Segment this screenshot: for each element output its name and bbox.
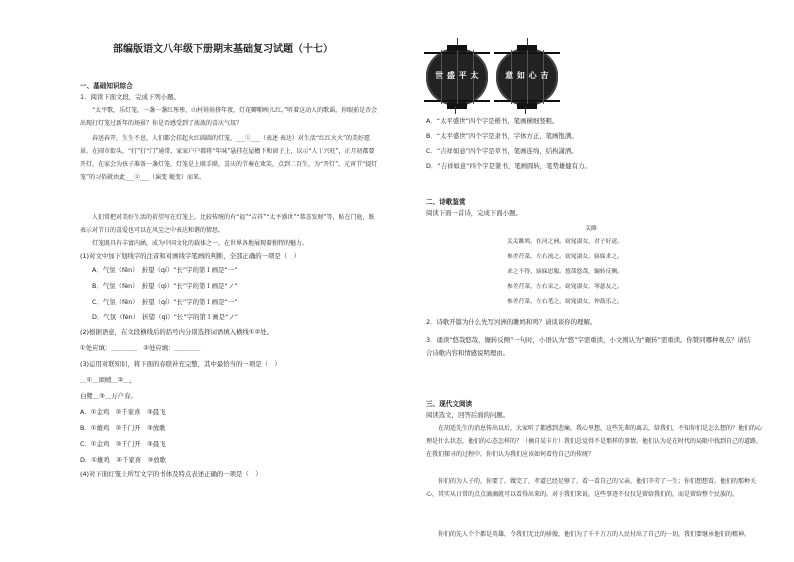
right-page: [397, 0, 794, 562]
option-b[interactable]: B．“太平盛世”四个字是隶书，字体方正，笔画饱满。: [426, 132, 578, 140]
poem-line: 关关雎鸠，在河之洲。窈窕淑女，君子好逑。: [507, 239, 623, 245]
reading-paragraph-3: 你们的先人个个都是英雄，令我们无比的骄傲，他们为了千千万万的人民付出了自己的一切，我们要继承他们的精神。: [438, 531, 751, 538]
question-2: 2．诗歌开篇为什么先写河洲的雎鸠和鸣？请谈谈你的理解。: [426, 318, 597, 326]
sub-question-2: (2)根据语意，在文段横线后的括号内分别选择词语填入横线①②处。: [80, 328, 274, 336]
sub-question-4: (4)对下面灯笼上所写文字的书体及特点表述正确的一项是（ ）: [80, 470, 262, 478]
option-b[interactable]: B．气氛（fèn） 折望（qì）“长”字的第１画是“ノ”: [92, 282, 238, 290]
section-3-heading: 三、现代文阅读: [426, 400, 473, 408]
poem-line: 参差荇菜，左右芼之。窈窕淑女，钟鼓乐之。: [507, 299, 623, 305]
option-b[interactable]: B．①雄鸡 ②千门开 ③放歌: [80, 424, 166, 432]
option-a[interactable]: A．气氛（fēn） 折望（qí）“长”字的第１画是“一”: [92, 266, 238, 274]
option-d[interactable]: D．①雄鸡 ②千家喜 ③放歌: [80, 456, 167, 464]
question-3: 3．诵读“悠哉悠哉，辗转反侧”一句时，小语认为“悠”字需重读，小文则认为“辗转”需重读。你赞同哪种观点？请结合诗歌内容和情感说明理由。: [426, 336, 751, 357]
poem-title: 关雎: [585, 226, 597, 232]
option-d[interactable]: D．“吉祥如意”四个字是篆书，笔画圆转，笔势雄健有力。: [426, 162, 591, 170]
lantern-image: [426, 48, 488, 106]
option-c[interactable]: C．①金鸡 ②千门开 ③晨飞: [80, 440, 166, 448]
option-a[interactable]: A．“太平盛世”四个字是楷书，笔画横细竖粗。: [426, 117, 559, 125]
section-1-heading: 一、基础知识综合: [80, 82, 133, 90]
option-c[interactable]: C．“吉祥如意”四个字是草书，笔画连绵，结构潇洒。: [426, 147, 578, 155]
couplet-line-1: ＿①＿颂晴＿②＿，: [80, 376, 137, 384]
sub-question-3: (3)运用对联知识，将下面的春联补充完整，其中最恰当的一项是（ ）: [80, 360, 281, 368]
option-d[interactable]: D．气氛（fèn） 折望（qì）“长”字的第１画是“ノ”: [92, 313, 239, 321]
passage-paragraph-1: “太平歌，乐灯笼，一盏一盏红彤彤，山村娃娃挤年夜，灯花噼啪映儿红。”听着这动人的歌谣，你眼前是否会出现打灯笼过新年的场景？你是否感受到了浓浓的喜庆气氛？: [80, 107, 378, 127]
answer-slots[interactable]: ①处应填：＿＿＿＿ ②处应填：＿＿＿＿: [80, 344, 201, 352]
poem-line: 参差荇菜，左右采之。窈窕淑女，琴瑟友之。: [507, 284, 623, 290]
exam-title: 部编版语文八年级下册期末基础复习试题（十七）: [113, 44, 333, 55]
reading-paragraph-2: 你们的为人子的，你要了，做完了，孝道已经足够了，看一看自己的父亲，他们辛劳了一生；你们想想看，他们的那种关心，其实从日常的点点滴滴就可以看得出来的。对于我们来说，这些事迹不仅仅是留给我们的，而是留给整个民族的。: [426, 478, 757, 498]
option-a[interactable]: A．①金鸡 ②千家喜 ③晨飞: [80, 408, 166, 416]
lantern-text: 世 盛 平 太: [435, 71, 479, 80]
lantern-text: 意 如 心 吉: [505, 71, 549, 80]
section-3-intro: 阅读选文，回答后面的问题。: [426, 411, 510, 419]
section-2-intro: 阅读下面一首诗，完成下面小题。: [426, 209, 522, 217]
passage-paragraph-2: 春送春开，生生不息，人们都会挂起火红圆圆的灯笼，___①___（表述 表达）对生活“红红火火”的美好愿景。在闹市街头，“打”打“门”通常，家家户户都将“年味”悬挂在屋檐下和窗子上，以示“人丁兴旺”，正月初都要开灯，在家会为孩子准备一盏灯笼，灯笼是上联手联，喜庆的节奏在欢笑，点到二百生，为“开灯”。元宵节“提灯笼”的习俗就由此___②___（演变 蜕变）而来。: [80, 135, 378, 181]
option-c[interactable]: C．气氛（fēn） 折望（qí）“长”字的第１画是“一”: [92, 298, 238, 306]
passage-paragraph-4: 灯笼既具有丰富内涵，成为中国文化的载体之一，在世界各地展现着独特的魅力。: [92, 240, 309, 247]
couplet-line-2: 白鹭＿③＿万户春。: [80, 392, 137, 400]
question-1-intro: 1．阅读下面文段，完成下列小题。: [80, 93, 180, 101]
lantern-image: [496, 48, 558, 106]
passage-paragraph-3: 人们常把对美好生活的祈望写在灯笼上。比较传统的有“福”“吉祥”“太平盛世”“恭喜发财”等，贴在门庭，既表示对节日的喜爱也可以在风尘之中表达和谐的情思。: [80, 214, 375, 234]
reading-paragraph-1: 在胡适先生的消息传出以后，大家听了都感到悲痛，我心里想，这些先辈的离去，给我们，不知你们是怎么想的？他们的心理是什么状态，他们的心态怎样的？（摘自某卡片）我们总觉得不是那样的事情，他们认为是在时代的局限中找到自己的道路，在我们探寻的过程中，你们认为我们应该如何看待自己的传统？: [426, 425, 763, 458]
poem-line: 参差荇菜，左右流之。窈窕淑女，寤寐求之。: [507, 254, 623, 260]
section-2-heading: 二、诗歌鉴赏: [426, 198, 466, 206]
sub-question-1: (1)对文中加下划线字的注音和对画线字笔画的判断，全部正确的一项是（ ）: [80, 252, 300, 260]
poem-line: 求之不得，寤寐思服。悠哉悠哉，辗转反侧。: [507, 269, 623, 275]
